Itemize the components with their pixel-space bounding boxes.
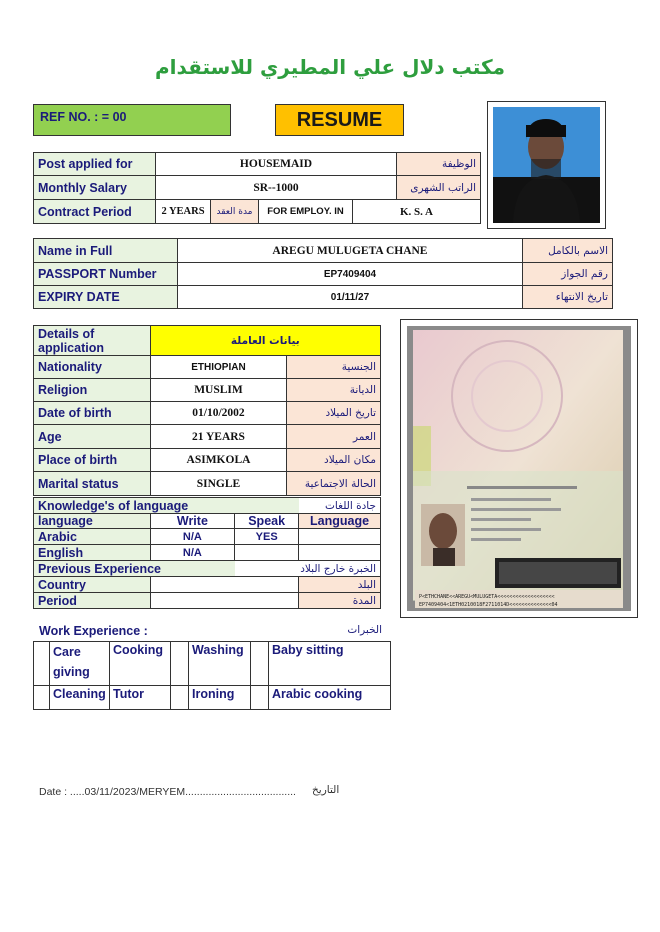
age-label-ar: العمر [287,425,381,449]
details-header-ar: بيانات العاملة [150,326,380,356]
salary-value: SR--1000 [156,176,397,200]
religion-label: Religion [34,379,151,402]
passport-label: PASSPORT Number [34,263,178,286]
col-language: language [34,514,151,529]
religion-value: MUSLIM [150,379,287,402]
details-header-label: Details of application [34,326,151,356]
dob-label: Date of birth [34,402,151,425]
marital-value: SINGLE [150,472,287,496]
previous-label: Previous Experience [34,561,235,577]
birthplace-label-ar: مكان الميلاد [287,449,381,472]
language-table [33,497,381,609]
post-label: Post applied for [34,153,156,176]
expiry-value: 01/11/27 [177,286,522,309]
language-title: Knowledge's of language [34,498,299,514]
skill-baby-sitting: Baby sitting [269,642,391,686]
footer-date: Date : .....03/11/2023/MERYEM...................................... [39,786,296,798]
contract-label: Contract Period [34,200,156,224]
resume-badge: RESUME [275,104,404,136]
skill-cooking: Cooking [110,642,171,686]
work-title-ar: الخبرات [347,624,382,636]
expiry-label: EXPIRY DATE [34,286,178,309]
english-speak [235,545,299,561]
nationality-label-ar: الجنسية [287,356,381,379]
employ-label: FOR EMPLOY. IN [259,200,353,224]
work-title: Work Experience : [39,624,148,638]
country-value [150,577,299,593]
country-label: Country [34,577,151,593]
dob-value: 01/10/2002 [150,402,287,425]
mrz-line-1: P<ETHCHANE<<AREGU<MULUGETA<<<<<<<<<<<<<<<<<<< [419,594,555,600]
nationality-label: Nationality [34,356,151,379]
col-speak: Speak [235,514,299,529]
ref-number: REF NO. : = 00 [33,104,231,136]
arabic-extra [299,529,381,545]
post-value: HOUSEMAID [156,153,397,176]
skill-washing: Washing [189,642,251,686]
post-label-ar: الوظيفة [397,153,481,176]
passport-value: EP7409404 [177,263,522,286]
period-value [150,593,299,609]
english-write: N/A [150,545,235,561]
period-label-ar: المدة [299,593,381,609]
language-title-ar: جادة اللغات [299,498,381,514]
name-value: AREGU MULUGETA CHANE [177,239,522,263]
english-label: English [34,545,151,561]
details-table [33,325,381,496]
skill-tutor: Tutor [110,686,171,710]
name-label-ar: الاسم بالكامل [523,239,613,263]
period-label: Period [34,593,151,609]
office-title: مكتب دلال علي المطيري للاستقدام [155,55,505,79]
age-value: 21 YEARS [150,425,287,449]
job-table [33,152,481,224]
marital-label: Marital status [34,472,151,496]
passport-label-ar: رقم الجواز [523,263,613,286]
country-label-ar: البلد [299,577,381,593]
religion-label-ar: الديانة [287,379,381,402]
previous-label-ar: الخبرة خارج البلاد [235,561,381,577]
marital-label-ar: الحالة الاجتماعية [287,472,381,496]
birthplace-label: Place of birth [34,449,151,472]
employ-value: K. S. A [353,200,481,224]
arabic-label: Arabic [34,529,151,545]
contract-value: 2 YEARS [156,200,211,224]
arabic-speak: YES [235,529,299,545]
birthplace-value: ASIMKOLA [150,449,287,472]
name-label: Name in Full [34,239,178,263]
applicant-photo [487,101,606,229]
work-table [33,641,391,710]
footer-date-ar: التاريخ [312,784,340,796]
salary-label: Monthly Salary [34,176,156,200]
contract-label-ar: مدة العقد [211,200,259,224]
passport-scan [400,319,638,618]
expiry-label-ar: تاريخ الانتهاء [523,286,613,309]
skill-ironing: Ironing [189,686,251,710]
dob-label-ar: تاريخ الميلاد [287,402,381,425]
nationality-value: ETHIOPIAN [150,356,287,379]
mrz-line-2: EP7409404<1ETH0210018F2711014D<<<<<<<<<<<<<<04 [419,602,558,608]
english-extra [299,545,381,561]
skill-care-giving: Care giving [50,642,110,686]
skill-arabic-cooking: Arabic cooking [269,686,391,710]
arabic-write: N/A [150,529,235,545]
col-language-right: Language [299,514,381,529]
salary-label-ar: الراتب الشهرى [397,176,481,200]
col-write: Write [150,514,235,529]
skill-cleaning: Cleaning [50,686,110,710]
age-label: Age [34,425,151,449]
identity-table [33,238,613,309]
